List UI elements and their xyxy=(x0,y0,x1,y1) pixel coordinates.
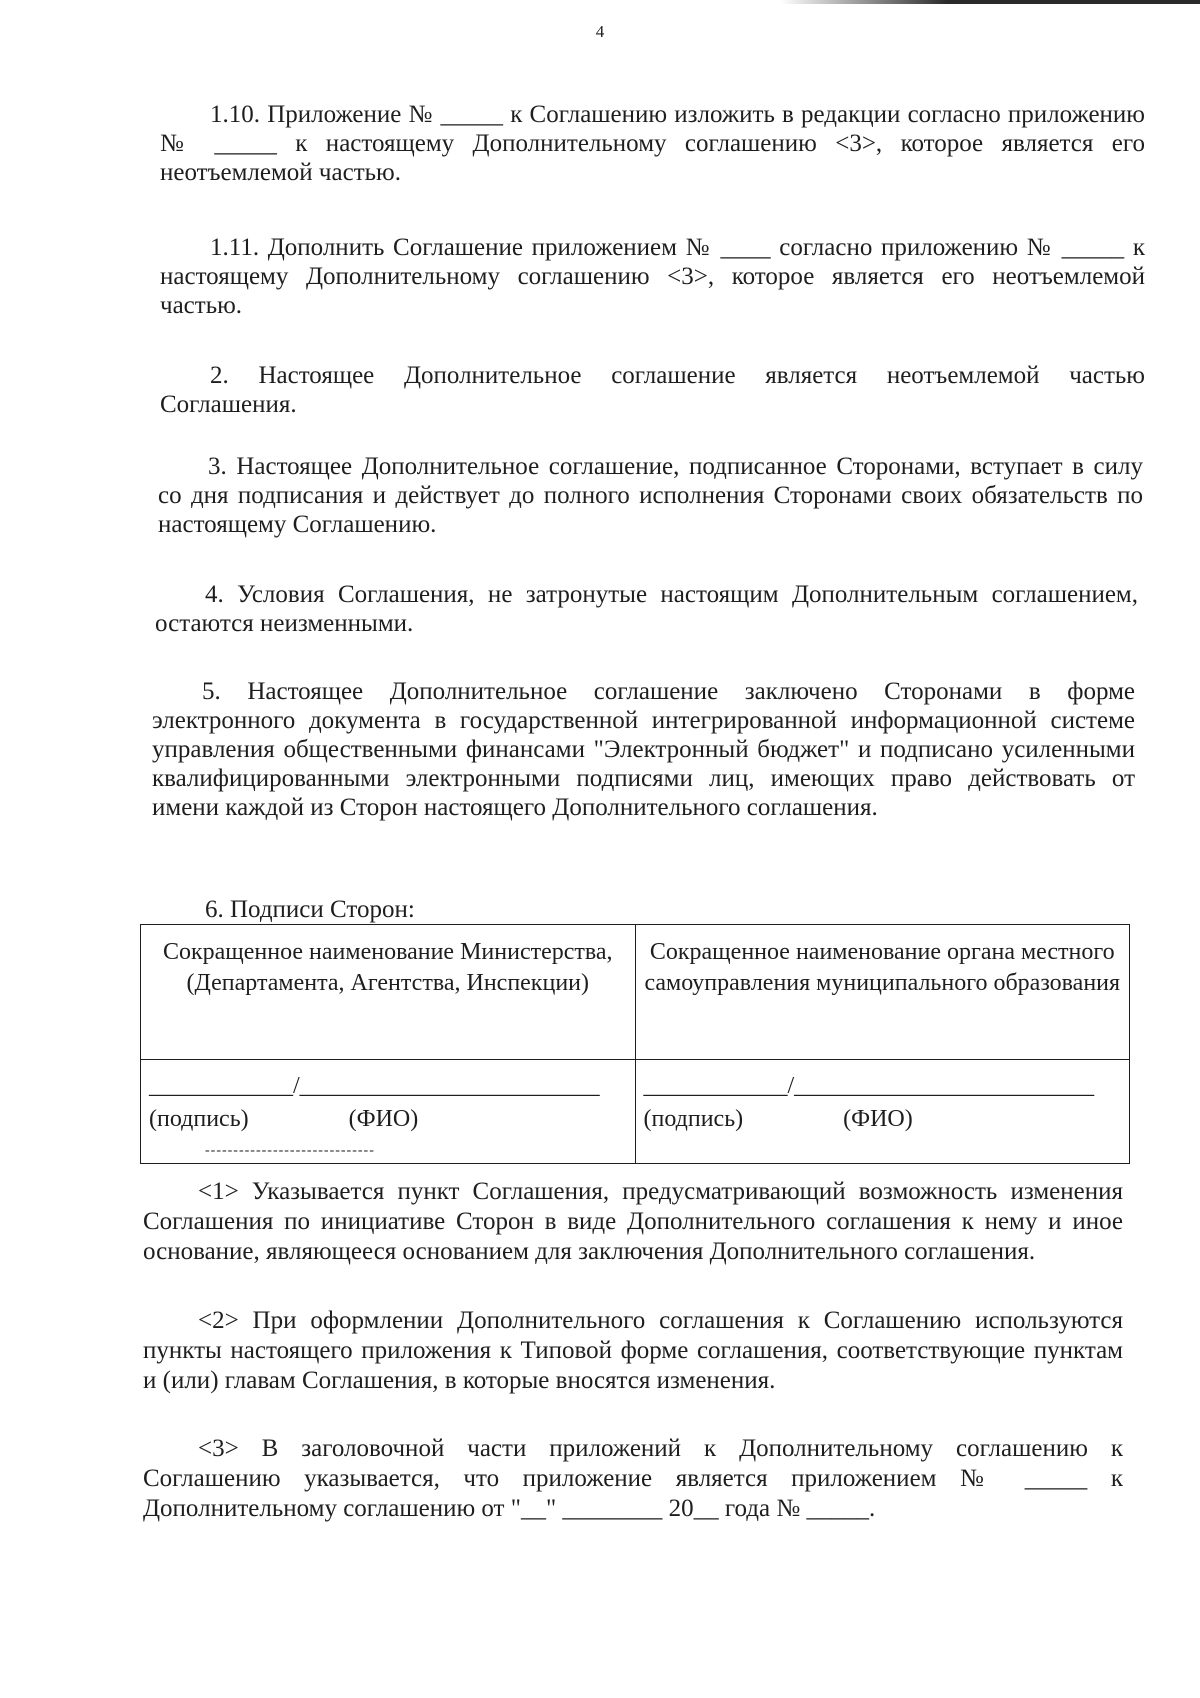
clause-2: 2. Настоящее Дополнительное соглашение является неотъемлемой частью Соглашения. xyxy=(160,362,1145,418)
right-fio-label: (ФИО) xyxy=(843,1106,913,1132)
left-signature-caption xyxy=(149,1104,627,1134)
clause-5: 5. Настоящее Дополнительное соглашение заключено Сторонами в форме электронного документа в государственной интегрированной информационной системе управления общественными финансами "Электронный бюджет" и подписано усиленными квалифицированными электронными подписями лиц, имеющих право действовать от имени каждой из Сторон настоящего Дополнительного соглашения. xyxy=(152,678,1135,821)
left-party-header: Сокращенное наименование Министерства, (Департамента, Агентства, Инспекции) xyxy=(141,925,636,1060)
signatures-heading: 6. Подписи Сторон: xyxy=(205,896,415,923)
left-signature-line: ____________/_________________________ xyxy=(149,1073,600,1099)
clause-3: 3. Настоящее Дополнительное соглашение, подписанное Сторонами, вступает в силу со дня подписания и действует до полного исполнения Сторонами своих обязательств по настоящему Соглашению. xyxy=(158,453,1143,538)
scan-edge-mark xyxy=(780,0,1200,4)
right-signature-line: ____________/_________________________ xyxy=(643,1073,1095,1099)
clause-4: 4. Условия Соглашения, не затронутые настоящим Дополнительным соглашением, остаются неизменными. xyxy=(155,581,1138,637)
footnote-1: <1> Указывается пункт Соглашения, предусматривающий возможность изменения Соглашения по инициативе Сторон в виде Дополнительного соглашения к нему и иное основание, являющееся основанием для заключения Дополнительного соглашения. xyxy=(143,1178,1123,1265)
clause-1-10: 1.10. Приложение № _____ к Соглашению изложить в редакции согласно приложению № _____ к настоящему Дополнительному соглашению <3>, которое является его неотъемлемой частью. xyxy=(160,101,1145,186)
left-signature-label: (подпись) xyxy=(149,1106,249,1132)
footnote-3: <3> В заголовочной части приложений к Дополнительному соглашению к Соглашению указывается, что приложение является приложением № _____ к Дополнительному соглашению от "__" ________ 20__ года № _____. xyxy=(143,1435,1123,1522)
footnote-2: <2> При оформлении Дополнительного соглашения к Соглашению используются пункты настоящего приложения к Типовой форме соглашения, соответствующие пунктам и (или) главам Соглашения, в которые вносятся изменения. xyxy=(143,1307,1123,1394)
left-fio-label: (ФИО) xyxy=(348,1106,419,1132)
clause-1-11: 1.11. Дополнить Соглашение приложением № ____ согласно приложению № _____ к настоящему Дополнительному соглашению <3>, которое является его неотъемлемой частью. xyxy=(160,234,1145,319)
signatures-table xyxy=(140,924,1130,1164)
right-signature-caption xyxy=(644,1104,1122,1134)
footnote-separator: ------------------------------ xyxy=(205,1143,375,1158)
page-number: 4 xyxy=(595,22,605,41)
right-party-header: Сокращенное наименование органа местного самоуправления муниципального образования xyxy=(635,925,1130,1060)
right-signature-label: (подпись) xyxy=(643,1106,744,1132)
right-signature-cell xyxy=(635,1060,1130,1164)
